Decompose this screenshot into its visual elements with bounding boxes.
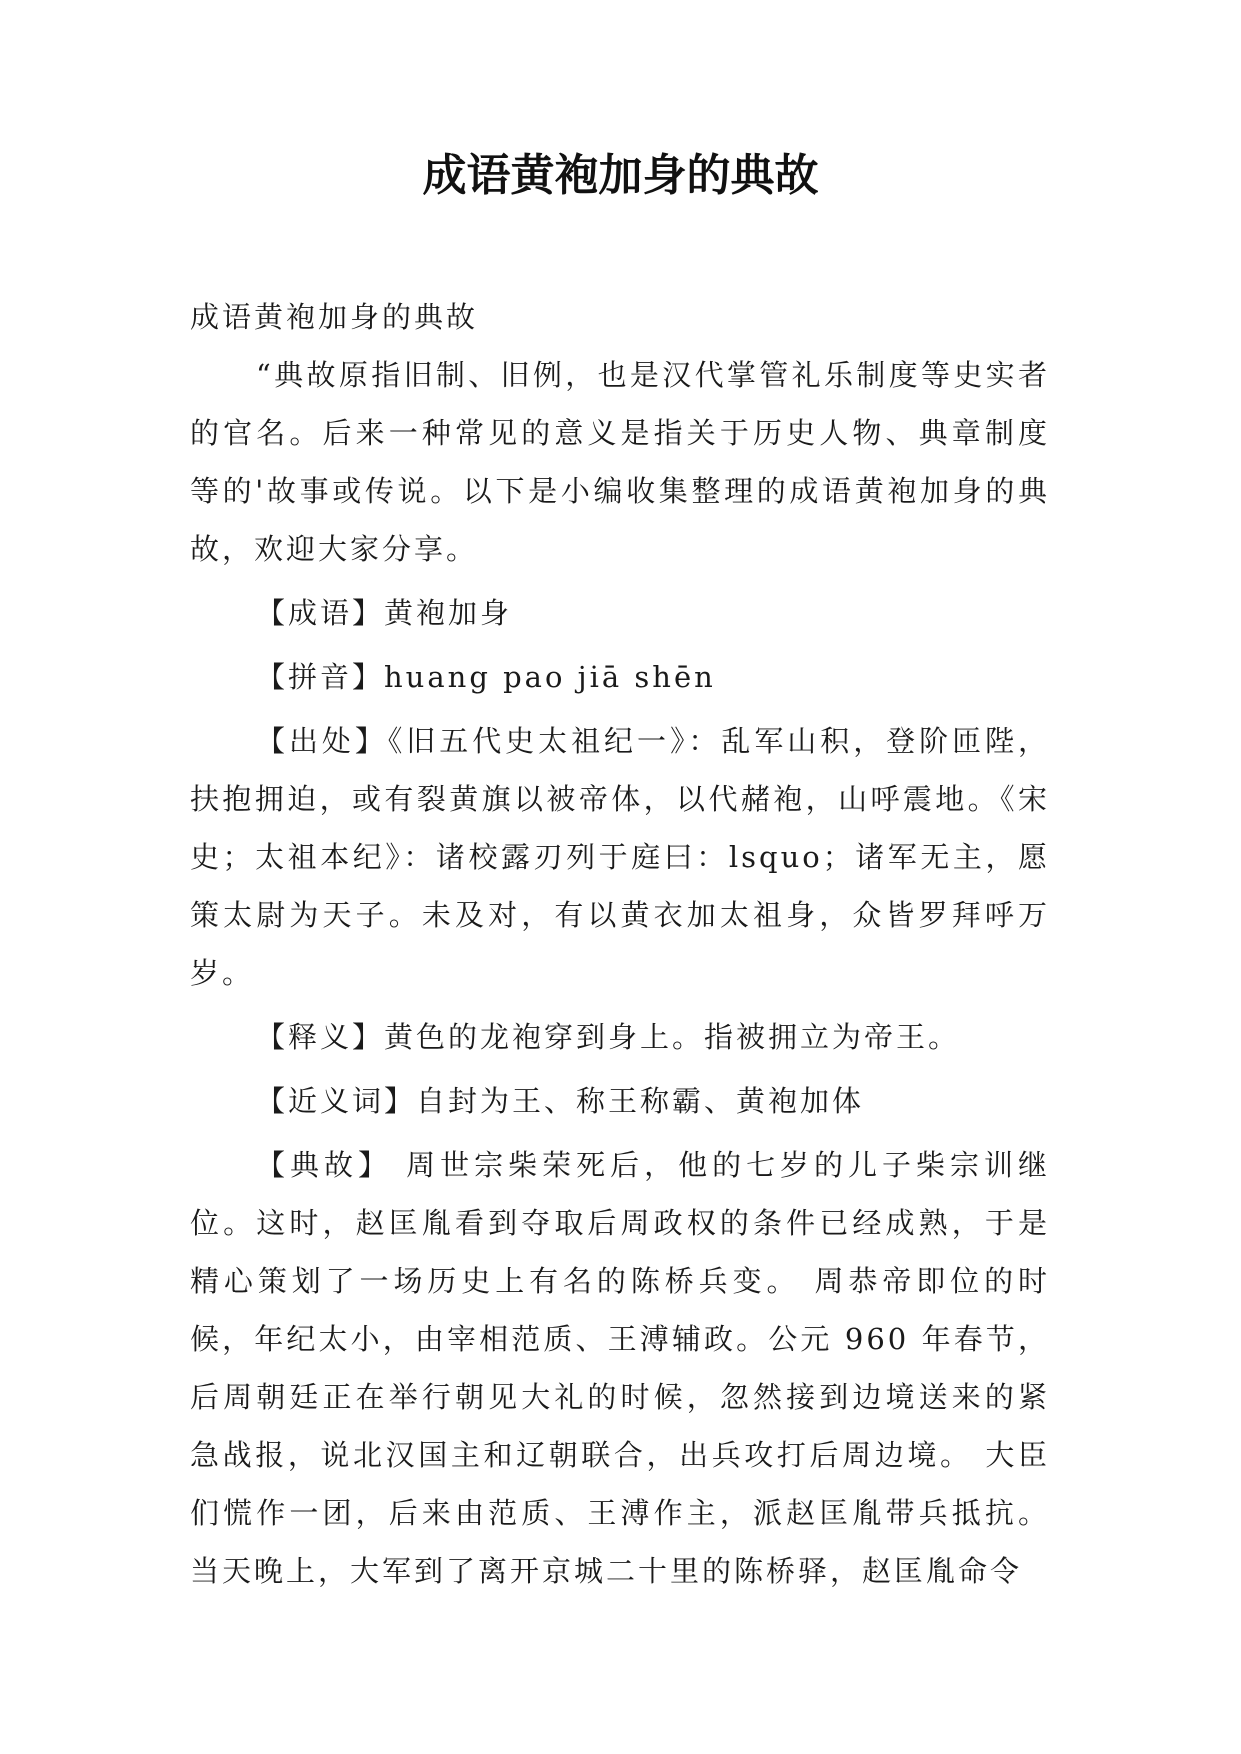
source-entry: 【出处】《旧五代史太祖纪一》：乱军山积，登阶匝陛，扶抱拥迫，或有裂黄旗以被帝体，以代赭袍，山呼震地。《宋史；太祖本纪》：诸校露刃列于庭曰：lsquo；诸军无主，愿策太尉为天子。未及对，有以黄衣加太祖身，众皆罗拜呼万岁。 (190, 724, 1050, 990)
meaning-entry: 【释义】黄色的龙袍穿到身上。指被拥立为帝王。 (256, 1020, 961, 1054)
intro-paragraph: “典故原指旧制、旧例，也是汉代掌管礼乐制度等史实者的官名。后来一种常见的意义是指关于历史人物、典章制度等的'故事或传说。以下是小编收集整理的成语黄袍加身的典故，欢迎大家分享。 (190, 358, 1050, 566)
document-title: 成语黄袍加身的典故 (422, 150, 819, 201)
idiom-entry: 【成语】黄袍加身 (256, 596, 513, 630)
body-heading: 成语黄袍加身的典故 (190, 300, 479, 334)
pinyin-entry: 【拼音】huang pao jiā shēn (256, 660, 716, 694)
story-entry: 【典故】 周世宗柴荣死后，他的七岁的儿子柴宗训继位。这时，赵匡胤看到夺取后周政权的条件已经成熟，于是精心策划了一场历史上有名的陈桥兵变。 周恭帝即位的时候，年纪太小，由宰相范质、王溥辅政。公元 960 年春节，后周朝廷正在举行朝见大礼的时候，忽然接到边境送来的紧急战报，说北汉国主和辽朝联合，出兵攻打后周边境。 大臣们慌作一团，后来由范质、王溥作主，派赵匡胤带兵抵抗。当天晚上，大军到了离开京城二十里的陈桥驿，赵匡胤命令 (190, 1148, 1050, 1588)
synonyms-entry: 【近义词】自封为王、称王称霸、黄袍加体 (256, 1084, 865, 1118)
document-body (190, 288, 1050, 1600)
